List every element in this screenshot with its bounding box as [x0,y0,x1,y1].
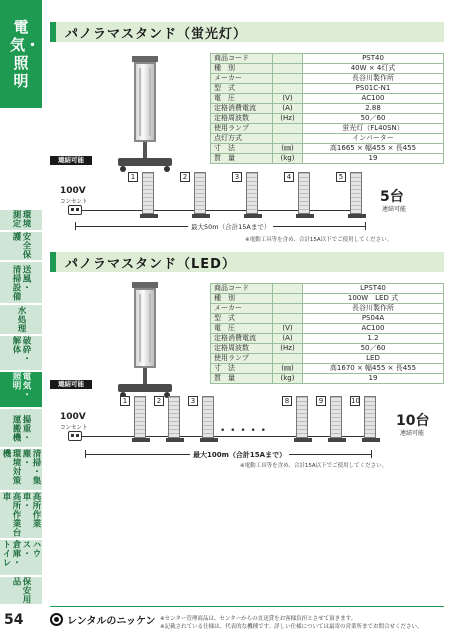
lamp-unit-icon [134,396,146,438]
spec-row [211,104,444,114]
spec-unit [273,84,303,94]
spec-unit [273,54,303,64]
spec-row [211,294,444,304]
spec-row [211,364,444,374]
spec-unit: (V) [273,324,303,334]
lamp-unit-icon [296,396,308,438]
spec-row [211,374,444,384]
spec-unit [273,304,303,314]
logo-mark-icon [50,613,63,626]
side-tab-10[interactable] [0,577,42,606]
spec-unit: (Hz) [273,344,303,354]
spec-key: 型 式 [211,314,273,324]
side-tab-3[interactable] [0,305,42,336]
spec-key: 種 別 [211,64,273,74]
side-tab-8[interactable] [0,492,42,540]
lamp-unit-icon [350,172,362,214]
spec-value: AC100 [303,324,444,334]
spec-row [211,314,444,324]
spec-key: 定格消費電流 [211,104,273,114]
power-cable [82,210,362,211]
spec-value: 高1670 × 幅455 × 長455 [303,364,444,374]
spec-row [211,354,444,364]
side-tab-7[interactable] [0,449,42,492]
spec-row [211,94,444,104]
spec-value: PS01C-N1 [303,84,444,94]
dimension-text: 最大100m（合計15Aまで） [190,450,289,460]
unit-number-badge: 8 [282,396,292,406]
connection-diagram-fluorescent [50,168,444,250]
spec-unit [273,354,303,364]
company-logo [50,612,155,627]
spec-key: 電 圧 [211,324,273,334]
unit-number-badge: 1 [128,172,138,182]
side-tab-label: 水処理 [16,306,26,333]
source-voltage: 100V [60,412,86,422]
unit-count-sub: 連結可能 [382,206,407,213]
dimension-text: 最大50m（合計15Aまで） [188,222,273,231]
spec-key: 電 圧 [211,94,273,104]
side-tab-label: 高所作業車・ 高所作業台車 [1,492,41,537]
spec-key: メーカー [211,74,273,84]
side-tab-5[interactable] [0,372,42,409]
unit-number-badge: 4 [284,172,294,182]
page-number: 54 [4,612,24,628]
side-tab-1[interactable] [0,232,42,262]
spec-row [211,324,444,334]
spec-row [211,74,444,84]
spec-row [211,124,444,134]
spec-value: 長谷川製作所 [303,304,444,314]
logo-text: レンタルのニッケン [67,616,156,627]
spec-key: 質 量 [211,374,273,384]
spec-key: 寸 法 [211,144,273,154]
spec-row [211,64,444,74]
spec-unit [273,64,303,74]
spec-key: 使用ランプ [211,354,273,364]
spec-unit: (Hz) [273,114,303,124]
lamp-unit-icon [168,396,180,438]
side-tab-label: 清掃・集塵・ 環境対策機 [1,449,41,485]
spec-row [211,54,444,64]
section-title: パノラマスタンド（蛍光灯） [65,26,248,42]
spec-value: 高1665 × 幅455 × 長455 [303,144,444,154]
spec-unit: (㎜) [273,144,303,154]
spec-value: 1.2 [303,334,444,344]
side-tab-4[interactable] [0,336,42,372]
spec-value: インバーター [303,134,444,144]
spec-row [211,144,444,154]
footer-note-1: ※センター管理商品は、センターからの直送貸をお客様負担とさせて頂きます。 [160,616,357,622]
spec-value: PST40 [303,54,444,64]
usage-note: ※電動工具等を含め、合計15A以下でご使用してください。 [245,237,393,243]
spec-key: 点灯方式 [211,134,273,144]
category-banner [0,0,42,108]
spec-row [211,154,444,164]
side-tab-0[interactable] [0,210,42,232]
spec-value: LED [303,354,444,364]
unit-number-badge: 3 [188,396,198,406]
side-tab-label: 電気・照明 [11,372,31,399]
spec-unit [273,284,303,294]
section-title: パノラマスタンド（LED） [65,256,236,272]
spec-value: 長谷川製作所 [303,74,444,84]
lamp-unit-icon [330,396,342,438]
spec-value: 40W × 4灯式 [303,64,444,74]
spec-value: 50／60 [303,344,444,354]
unit-count: 5台 [380,189,404,205]
connection-badge: 連結可能 [50,380,92,389]
spec-unit: (A) [273,334,303,344]
spec-value: 19 [303,154,444,164]
spec-key: 質 量 [211,154,273,164]
connection-badge: 連結可能 [50,156,92,165]
spec-row [211,304,444,314]
spec-value: 蛍光灯（FL40SN） [303,124,444,134]
spec-unit [273,314,303,324]
outlet-icon [68,431,82,441]
ellipsis-dots: • • • • • [220,426,267,436]
lamp-unit-icon [364,396,376,438]
spec-table-fluorescent [210,53,444,164]
product-photo-led [118,288,173,400]
spec-value: 19 [303,374,444,384]
spec-row [211,134,444,144]
side-tab-label: 安全保護 [11,232,31,259]
spec-value: LPST40 [303,284,444,294]
spec-key: 型 式 [211,84,273,94]
category-title: 電気・照明 [10,18,41,90]
spec-row [211,344,444,354]
unit-count-sub: 連結可能 [400,430,425,437]
spec-row [211,284,444,294]
spec-value: 100W LED 式 [303,294,444,304]
spec-key: 商品コード [211,284,273,294]
product-photo-fluorescent [118,62,173,174]
spec-key: 定格周波数 [211,114,273,124]
spec-unit: (A) [273,104,303,114]
spec-unit: (V) [273,94,303,104]
section-header-fluorescent [50,22,444,42]
spec-key: 定格消費電流 [211,334,273,344]
unit-number-badge: 2 [154,396,164,406]
unit-number-badge: 1 [120,396,130,406]
side-tab-label: 保安用品 [11,577,31,604]
side-tab-9[interactable] [0,540,42,577]
spec-value: 2.88 [303,104,444,114]
side-tab-6[interactable] [0,409,42,449]
spec-unit: (kg) [273,154,303,164]
spec-unit: (㎜) [273,364,303,374]
side-tab-label: 揚重・ 運搬機 [11,414,31,442]
unit-number-badge: 3 [232,172,242,182]
spec-unit [273,74,303,84]
spec-unit [273,134,303,144]
spec-row [211,84,444,94]
side-index [0,0,43,644]
spec-unit: (kg) [273,374,303,384]
unit-number-badge: 2 [180,172,190,182]
side-tab-label: 環境測定 [11,210,31,228]
spec-unit [273,124,303,134]
side-tab-2[interactable] [0,262,42,305]
unit-number-badge: 10 [351,397,360,405]
lamp-unit-icon [142,172,154,214]
spec-key: 使用ランプ [211,124,273,134]
lamp-unit-icon [298,172,310,214]
connection-diagram-led [50,392,444,474]
unit-number-badge: 9 [316,396,326,406]
lamp-unit-icon [202,396,214,438]
spec-table-led [210,283,444,384]
unit-number-badge: 5 [336,172,346,182]
side-tab-label: ハウス・ 倉庫・トイレ [1,540,41,567]
outlet-icon [68,205,82,215]
unit-count: 10台 [396,413,430,429]
spec-row [211,114,444,124]
power-cable [82,436,366,437]
source-label: コンセント [60,425,88,431]
source-label: コンセント [60,199,88,205]
spec-value: AC100 [303,94,444,104]
side-tab-label: 破砕・解体 [11,336,31,363]
spec-key: 商品コード [211,54,273,64]
spec-value: PS04A [303,314,444,324]
spec-value: 50／60 [303,114,444,124]
lamp-unit-icon [246,172,258,214]
footer-rule [50,606,444,607]
source-voltage: 100V [60,186,86,196]
spec-key: 種 別 [211,294,273,304]
spec-row [211,334,444,344]
spec-unit [273,294,303,304]
usage-note: ※電動工具等を含め、合計15A以下でご使用してください。 [240,463,388,469]
spec-key: 定格周波数 [211,344,273,354]
lamp-unit-icon [194,172,206,214]
footer-note-2: ※記載されている仕様は、代表的な機種です。詳しい仕様については最寄の営業所までお問合せください。 [160,624,423,630]
spec-key: 寸 法 [211,364,273,374]
spec-key: メーカー [211,304,273,314]
side-tab-label: 送風・ 清掃設備 [11,264,31,301]
section-header-led [50,252,444,272]
